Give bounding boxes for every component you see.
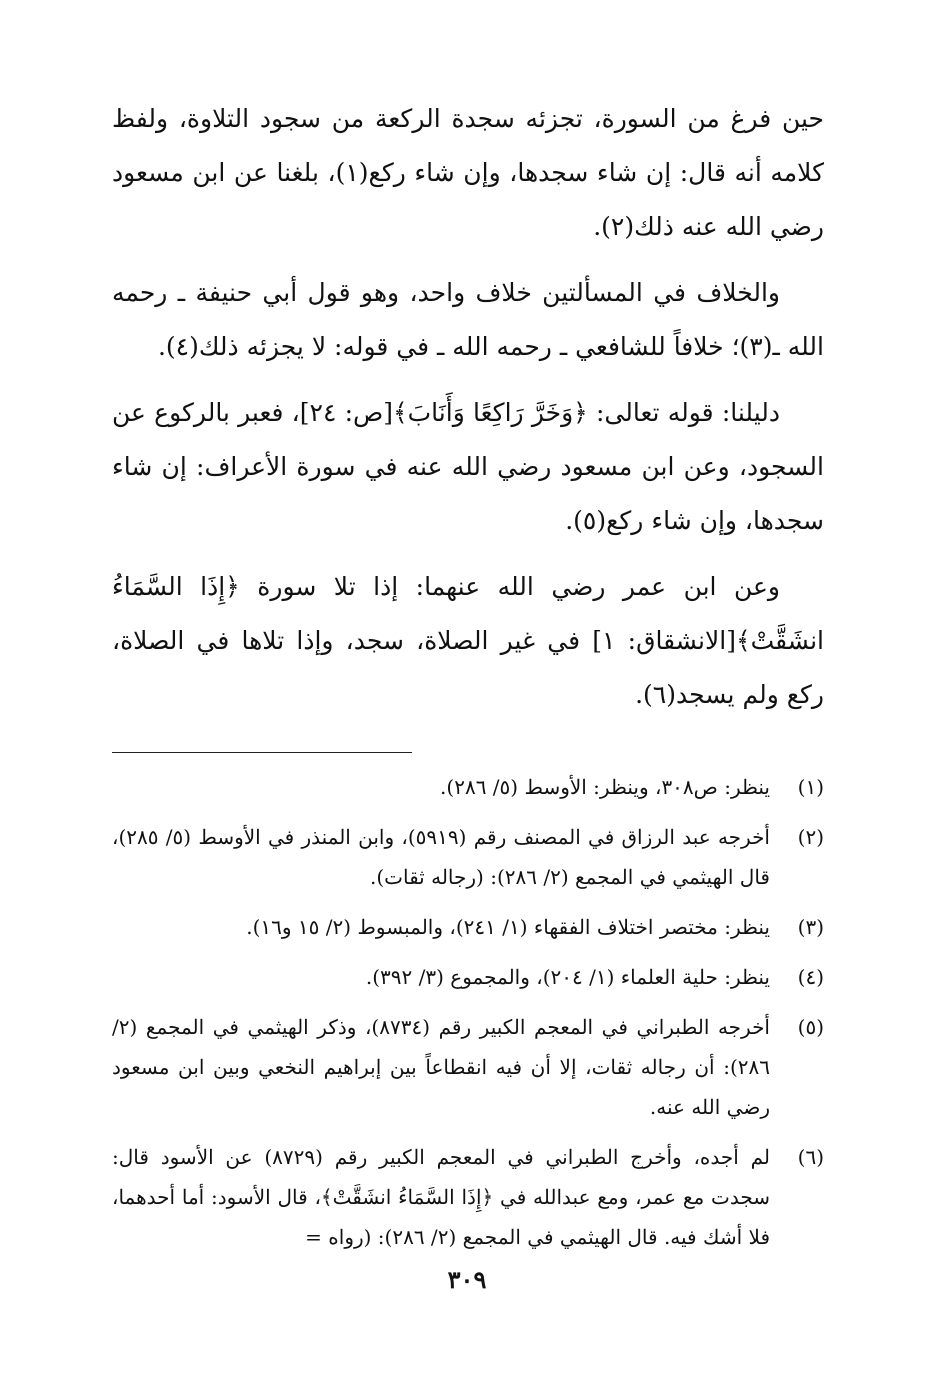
main-text [112, 92, 824, 722]
footnote-number: (٤) [797, 965, 824, 989]
footnote-text: ينظر: ص٣٠٨، وينظر: الأوسط (٥/ ٢٨٦). [440, 775, 770, 799]
footnote-6 [112, 1137, 824, 1257]
paragraph-3: دليلنا: قوله تعالى: ﴿وَخَرَّ رَاكِعًا وَأَنَابَ﴾[ص: ٢٤]، فعبر بالركوع عن السجود، وعن ابن مسعود رضي الله عنه في سورة الأعراف: إن شاء سجدها، وإن شاء ركع(٥). [112, 398, 824, 535]
footnote-number: (٣) [797, 915, 824, 939]
footnote-2 [112, 817, 824, 897]
footnote-text: أخرجه الطبراني في المعجم الكبير رقم (٨٧٣٤)، وذكر الهيثمي في المجمع (٢/ ٢٨٦): أن رجاله ثقات، إلا أن فيه انقطاعاً بين إبراهيم النخعي وبين ابن مسعود رضي الله عنه. [112, 1015, 770, 1119]
footnote-text: ينظر: مختصر اختلاف الفقهاء (١/ ٢٤١)، والمبسوط (٢/ ١٥ و١٦). [246, 915, 770, 939]
footnote-divider [112, 752, 412, 753]
footnote-text: ينظر: حلية العلماء (١/ ٢٠٤)، والمجموع (٣/ ٣٩٢). [365, 965, 770, 989]
footnote-text: لم أجده، وأخرج الطبراني في المعجم الكبير رقم (٨٧٢٩) عن الأسود قال: سجدت مع عمر، ومع عبدالله في ﴿إِذَا السَّمَاءُ انشَقَّتْ﴾، قال الأسود: أما أحدهما، فلا أشك فيه. قال الهيثمي في المجمع (٢/ ٢٨٦): (رواه = [112, 1145, 770, 1249]
footnote-4 [112, 957, 824, 997]
paragraph-4: وعن ابن عمر رضي الله عنهما: إذا تلا سورة ﴿إِذَا السَّمَاءُ انشَقَّتْ﴾[الانشقاق: ١] في غير الصلاة، سجد، وإذا تلاها في الصلاة، ركع ولم يسجد(٦). [112, 572, 824, 709]
footnote-3 [112, 907, 824, 947]
footnote-number: (٢) [797, 825, 824, 849]
footnote-1 [112, 767, 824, 807]
footnote-number: (٦) [797, 1145, 824, 1169]
paragraph-2: والخلاف في المسألتين خلاف واحد، وهو قول أبي حنيفة ـ رحمه الله ـ(٣)؛ خلافاً للشافعي ـ رحمه الله ـ في قوله: لا يجزئه ذلك(٤). [112, 278, 824, 361]
footnote-text: أخرجه عبد الرزاق في المصنف رقم (٥٩١٩)، وابن المنذر في الأوسط (٥/ ٢٨٥)، قال الهيثمي في المجمع (٢/ ٢٨٦): (رجاله ثقات). [112, 825, 770, 889]
footnote-5 [112, 1007, 824, 1127]
paragraph-1: حين فرغ من السورة، تجزئه سجدة الركعة من سجود التلاوة، ولفظ كلامه أنه قال: إن شاء سجدها، وإن شاء ركع(١)، بلغنا عن ابن مسعود رضي الله عنه ذلك(٢). [112, 104, 824, 241]
page-number: ٣٠٩ [447, 1265, 487, 1294]
footnote-number: (٥) [797, 1015, 824, 1039]
footnotes [112, 767, 824, 1257]
footnote-number: (١) [797, 775, 824, 799]
